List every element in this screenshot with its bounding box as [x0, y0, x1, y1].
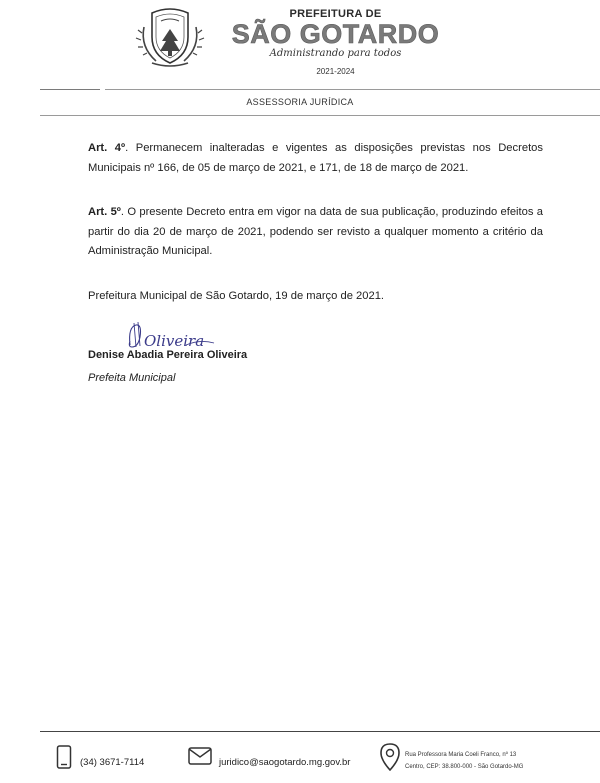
- address-line-2: Centro, CEP: 38.800-000 - São Gotardo-MG: [405, 764, 524, 770]
- header-rule-bottom: [40, 115, 600, 116]
- signer-role: Prefeita Municipal: [88, 372, 176, 384]
- coat-of-arms-logo: [130, 7, 210, 69]
- signer-name: Denise Abadia Pereira Oliveira: [88, 349, 248, 361]
- article-5-text: . O presente Decreto entra em vigor na data de sua publicação, produzindo efeitos a partir do dia 20 de março de 2021, podendo ser revisto a qualquer momento a critério da Administração Municipal.: [88, 206, 544, 257]
- header-brand: [228, 8, 443, 76]
- article-5-label: Art. 5º: [88, 206, 121, 218]
- footer-email[interactable]: juridico@saogotardo.mg.gov.br: [219, 757, 351, 768]
- article-4: [88, 139, 543, 178]
- header-rule-center: [105, 89, 600, 90]
- administration-term: 2021-2024: [316, 67, 355, 76]
- handwritten-signature: [126, 319, 216, 353]
- signature-text: Oliveira: [144, 332, 205, 350]
- footer-phone: (34) 3671-7114: [80, 757, 145, 768]
- article-5: [88, 203, 543, 262]
- slogan: Administrando para todos: [269, 48, 402, 59]
- prefeitura-label: PREFEITURA DE: [289, 8, 382, 20]
- department-title: ASSESSORIA JURÍDICA: [246, 97, 354, 107]
- article-4-label: Art. 4º: [88, 142, 126, 154]
- phone-icon: [56, 745, 72, 769]
- address-line-1: Rua Professora Maria Coeli Franco, nº 13: [405, 752, 517, 758]
- city-name: SÃO GOTARDO: [231, 19, 440, 49]
- footer-address: [405, 750, 595, 772]
- email-icon: [188, 747, 212, 765]
- header-rule-left: [40, 89, 100, 90]
- footer-rule: [40, 731, 600, 732]
- location-pin-icon: [380, 743, 400, 771]
- article-4-text: . Permanecem inalteradas e vigentes as disposições previstas nos Decretos Municipais nº 166, de 05 de março de 2021, e 171, de 18 de março de 2021.: [88, 142, 543, 174]
- place-date: Prefeitura Municipal de São Gotardo, 19 de março de 2021.: [88, 290, 385, 302]
